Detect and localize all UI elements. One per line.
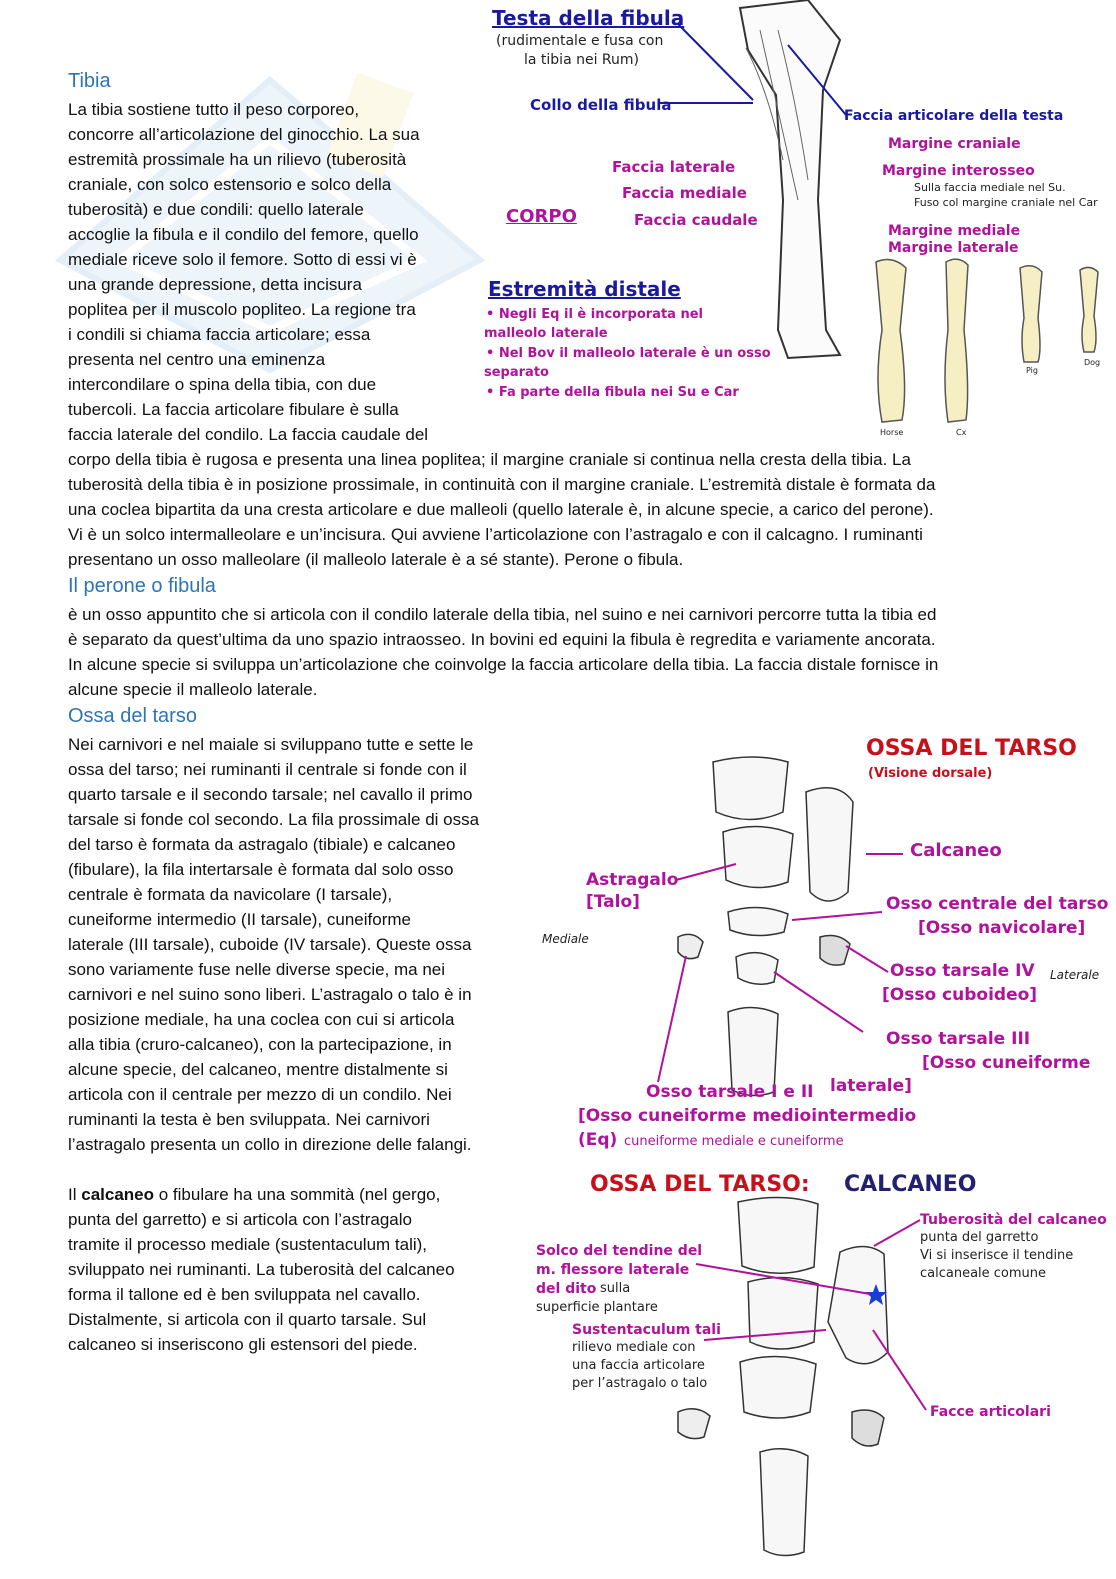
label-sust-3: per l’astragalo o talo	[572, 1376, 708, 1391]
text-line: corpo della tibia è rugosa e presenta una linea poplitea; il margine craniale si continua nella cresta della tibia. La	[68, 450, 911, 469]
label-solco-3: del dito	[536, 1281, 597, 1297]
text-line: carnivori e nel suino sono liberi. L’astragalo o talo è in	[68, 985, 472, 1004]
text-line: accoglie la fibula e il condilo del femore, quello	[68, 225, 419, 244]
label-tarsale-i-ii: Osso tarsale I e II	[646, 1082, 814, 1102]
figure-calcaneo	[528, 1162, 1114, 1576]
label-tub-note-2: Vi si inserisce il tendine	[920, 1248, 1074, 1263]
text-line: Nei carnivori e nel maiale si sviluppano tutte e sette le	[68, 735, 474, 754]
text-line: del tarso è formata da astragalo (tibiale) e calcaneo	[68, 835, 456, 854]
tarso-text	[68, 732, 479, 1157]
text-line: alcune specie il malleolo laterale.	[68, 680, 318, 699]
text-line: una coclea bipartita da una cresta articolare e due malleoli (quello laterale è, in alcune specie, a carico del perone).	[68, 500, 934, 519]
text-line: tuberosità) e due condili: quello laterale	[68, 200, 364, 219]
text-line: calcaneo si inseriscono gli estensori del piede.	[68, 1335, 418, 1354]
label-solco-1: Solco del tendine del	[536, 1243, 703, 1259]
label-note-eq-2: malleolo laterale	[484, 326, 608, 341]
text-line: laterale (III tarsale), cuboide (IV tarsale). Queste ossa	[68, 935, 472, 954]
heading-tarso: Ossa del tarso	[68, 705, 197, 727]
text-line: è separato da quest’ultima da uno spazio intraosseo. In bovini ed equini la fibula è regredita e variamente ancorata.	[68, 630, 936, 649]
text-line: tubercoli. La faccia articolare fibulare è sulla	[68, 400, 399, 419]
calcaneo-text	[68, 1182, 455, 1357]
text-line: faccia laterale del condilo. La faccia caudale del	[68, 425, 429, 444]
label-testa-note-1: (rudimentale e fusa con	[496, 33, 664, 49]
text-line: una grande depressione, detta incisura	[68, 275, 362, 294]
text-line: ruminanti la testa è ben sviluppata. Nei carnivori	[68, 1110, 430, 1129]
label-navicolare: [Osso navicolare]	[918, 918, 1086, 938]
text-line: quarto tarsale e il secondo tarsale; nel cavallo il primo	[68, 785, 473, 804]
label-cuneiforme-mi: [Osso cuneiforme mediointermedio	[578, 1106, 917, 1126]
label-testa-note-2: la tibia nei Rum)	[524, 52, 640, 68]
label-tarsale-iv: Osso tarsale IV	[890, 961, 1035, 981]
label-tarso-title: OSSA DEL TARSO	[866, 736, 1077, 761]
tarsus-drawing-icon	[538, 732, 1114, 1152]
label-margine-craniale: Margine craniale	[888, 136, 1021, 152]
label-corpo: CORPO	[506, 206, 577, 227]
text-line: intercondilare o spina della tibia, con due	[68, 375, 377, 394]
heading-tibia: Tibia	[68, 70, 111, 92]
label-sust-1: rilievo mediale con	[572, 1340, 696, 1355]
label-margine-laterale: Margine laterale	[888, 240, 1019, 256]
label-interosseo-note-1: Sulla faccia mediale nel Su.	[914, 181, 1066, 194]
text-line: La tibia sostiene tutto il peso corporeo,	[68, 100, 360, 119]
label-calcaneo-title-a: OSSA DEL TARSO:	[590, 1172, 810, 1197]
text-line: posizione mediale, ha una coclea con cui si articola	[68, 1010, 455, 1029]
text-line: In alcune specie si sviluppa un’articolazione che coinvolge la faccia articolare della tibia. La faccia distale fornisce in	[68, 655, 939, 674]
label-osso-centrale: Osso centrale del tarso	[886, 894, 1109, 914]
tibia-text-wide	[68, 447, 935, 572]
text-line: Vi è un solco intermalleolare e un’incisura. Qui avviene l’articolazione con l’astragalo e con il calcagno. I ruminanti	[68, 525, 923, 544]
label-interosseo-note-2: Fuso col margine craniale nel Car	[914, 196, 1098, 209]
text-line: centrale è formata da navicolare (I tarsale),	[68, 885, 393, 904]
label-solco-2: m. flessore laterale	[536, 1262, 690, 1278]
text-line: alcune specie, del calcaneo, mentre distalmente si	[68, 1060, 448, 1079]
text-line	[68, 1182, 455, 1207]
label-margine-mediale: Margine mediale	[888, 223, 1021, 239]
text-line: presentano un osso malleolare (il malleolo laterale è a sé stante). Perone o fibula.	[68, 550, 684, 569]
text-line: estremità prossimale ha un rilievo (tuberosità	[68, 150, 407, 169]
text-line: Distalmente, si articola con il quarto tarsale. Sul	[68, 1310, 427, 1329]
label-solco-3b: sulla	[600, 1281, 631, 1296]
label-mediale: Mediale	[542, 932, 589, 946]
text-line: tarsale si fonde col secondo. La fila prossimale di ossa	[68, 810, 480, 829]
label-sust-2: una faccia articolare	[572, 1358, 705, 1373]
text-line: punta del garretto) e si articola con l’astragalo	[68, 1210, 412, 1229]
label-sustentaculum: Sustentaculum tali	[572, 1322, 721, 1338]
label-faccia-caudale: Faccia caudale	[634, 211, 758, 229]
perone-text	[68, 602, 938, 702]
label-tub-note-3: calcaneale comune	[920, 1266, 1047, 1281]
label-collo-fibula: Collo della fibula	[530, 96, 672, 114]
text-line: presenta nel centro una eminenza	[68, 350, 326, 369]
label-margine-interosseo: Margine interosseo	[882, 163, 1035, 179]
text-line: (fibulare), la fila intertarsale è formata dal solo osso	[68, 860, 454, 879]
label-eq: (Eq)	[578, 1130, 618, 1150]
label-species-horse: Horse	[880, 428, 904, 437]
text-line: ossa del tarso; nei ruminanti il centrale si fonde con il	[68, 760, 467, 779]
label-species-cx: Cx	[956, 428, 967, 437]
label-tarsale-iii: Osso tarsale III	[886, 1029, 1031, 1049]
heading-perone: Il perone o fibula	[68, 575, 216, 597]
calcaneo-term: calcaneo	[81, 1185, 154, 1204]
text-line: alla tibia (cruro-calcaneo), con la partecipazione, in	[68, 1035, 452, 1054]
label-tarso-subtitle: (Visione dorsale)	[868, 766, 993, 781]
label-species-dog: Dog	[1084, 358, 1101, 367]
label-estremita-distale: Estremità distale	[488, 277, 681, 301]
text-line: tuberosità della tibia è in posizione prossimale, in continuità con il margine craniale. L’estremità distale è formata da	[68, 475, 936, 494]
text-line: concorre all’articolazione del ginocchio. La sua	[68, 125, 420, 144]
label-tuberosita: Tuberosità del calcaneo	[920, 1212, 1107, 1228]
text-line: forma il tallone ed è ben sviluppata nel cavallo.	[68, 1285, 421, 1304]
label-talo: [Talo]	[586, 892, 640, 912]
label-faccia-laterale: Faccia laterale	[612, 158, 736, 176]
text-line: articola con il centrale per mezzo di un condilo. Nei	[68, 1085, 452, 1104]
text-line: craniale, con solco estensorio e solco della	[68, 175, 392, 194]
text-line: sviluppato nei ruminanti. La tuberosità del calcaneo	[68, 1260, 455, 1279]
text-line: è un osso appuntito che si articola con il condilo laterale della tibia, nel suino e nei carnivori percorre tutta la tibia ed	[68, 605, 937, 624]
label-astragalo: Astragalo	[586, 870, 679, 890]
text-line: sono variamente fuse nelle diverse specie, ma nei	[68, 960, 446, 979]
label-faccia-mediale: Faccia mediale	[622, 184, 747, 202]
label-cuneiforme: [Osso cuneiforme	[922, 1053, 1091, 1073]
label-note-bov: • Nel Bov il malleolo laterale è un osso	[486, 346, 771, 361]
label-note-bov-2: separato	[484, 365, 549, 380]
label-eq-note: cuneiforme mediale e cuneiforme	[624, 1134, 844, 1149]
label-testa-fibula: Testa della fibula	[492, 6, 685, 30]
text-fragment: o fibulare ha una sommità (nel gergo,	[158, 1185, 441, 1204]
text-line: l’astragalo presenta un collo in direzione delle falangi.	[68, 1135, 472, 1154]
text-line: i condili si chiama faccia articolare; essa	[68, 325, 371, 344]
label-cuboideo: [Osso cuboideo]	[882, 985, 1038, 1005]
figure-fibula	[478, 0, 1114, 445]
label-tub-note-1: punta del garretto	[920, 1230, 1039, 1245]
label-laterale-side: Laterale	[1050, 968, 1100, 982]
label-calcaneo: Calcaneo	[910, 840, 1002, 861]
label-facce-articolari: Facce articolari	[930, 1404, 1051, 1420]
text-line: tramite il processo mediale (sustentaculum tali),	[68, 1235, 428, 1254]
figure-ossa-tarso	[538, 732, 1114, 1152]
text-line: cuneiforme intermedio (II tarsale), cuneiforme	[68, 910, 411, 929]
label-solco-4: superficie plantare	[536, 1300, 658, 1315]
label-faccia-articolare-testa: Faccia articolare della testa	[844, 108, 1064, 124]
tibia-text-narrow	[68, 97, 428, 447]
text-line: mediale riceve solo il femore. Sotto di essi vi è	[68, 250, 417, 269]
label-note-eq: • Negli Eq il è incorporata nel	[486, 307, 703, 322]
label-note-su: • Fa parte della fibula nei Su e Car	[486, 385, 739, 400]
label-species-pig: Pig	[1026, 366, 1038, 375]
label-laterale-close: laterale]	[830, 1076, 912, 1096]
text-line: poplitea per il muscolo popliteo. La regione tra	[68, 300, 416, 319]
label-calcaneo-title-b: CALCANEO	[844, 1172, 977, 1197]
text-fragment: Il	[68, 1185, 77, 1204]
